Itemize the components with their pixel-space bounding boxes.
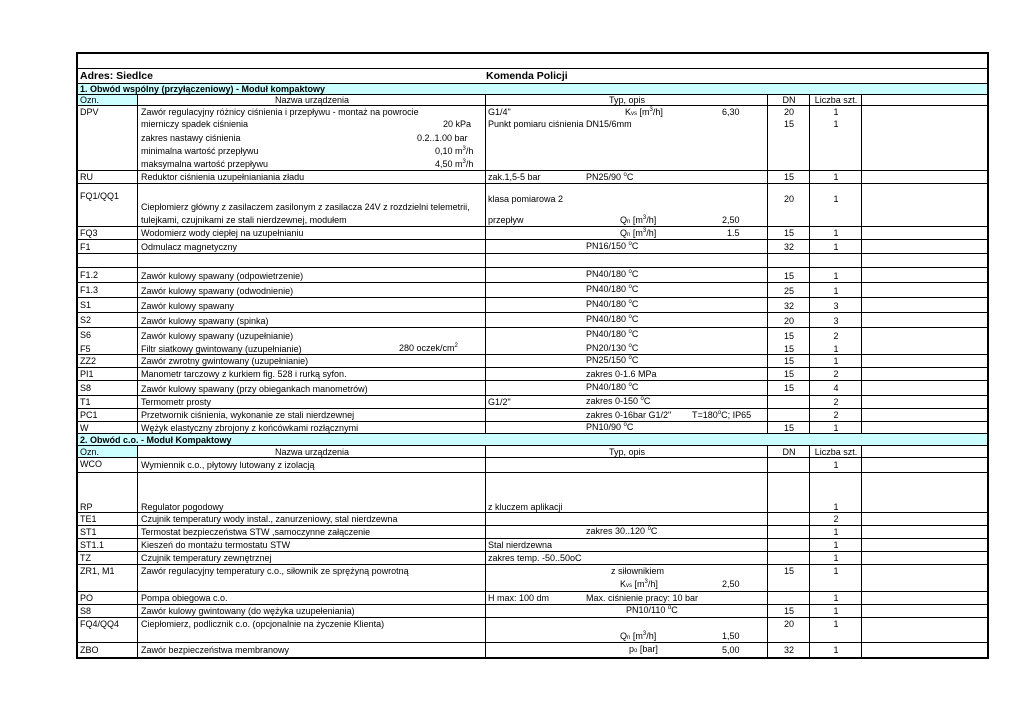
dpv-type-2: Punkt pomiaru ciśnienia DN15/6mm <box>488 119 632 129</box>
table-row <box>78 283 987 298</box>
w-type: PN10/90 $^o$C <box>586 422 634 432</box>
row-ozn: S2 <box>80 315 92 325</box>
zz2-dn: 15 <box>783 356 794 366</box>
po-type-b: Max. ciśnienie pracy: 10 bar <box>586 593 699 603</box>
row-name: Zawór kulowy spawany (spinka) <box>141 316 269 326</box>
fq1-qn: $Q_n$ $[m^3/h]$ <box>620 215 657 225</box>
zr1-dn: 15 <box>783 566 794 576</box>
row-ozn: S6 <box>80 330 92 340</box>
row-wco <box>78 458 987 473</box>
ru-ozn: RU <box>80 172 93 182</box>
zz2-type: PN25/150 $^o$C <box>586 355 639 365</box>
f5-dn: 15 <box>783 344 794 354</box>
row-t1 <box>78 396 987 409</box>
fq4-ozn: FQ4/QQ4 <box>80 619 120 629</box>
row-fq4 <box>78 618 987 643</box>
f5-name: Filtr siatkowy gwintowany (uzupełnianie) <box>141 344 302 354</box>
fq3-name: Wodomierz wody ciepłej na uzupełnianiu <box>141 228 304 238</box>
ru-name: Reduktor ciśnienia uzupełnianiania zładu <box>141 172 305 182</box>
row-ozn: F1.3 <box>80 285 99 295</box>
f5-ozn: F5 <box>80 344 91 354</box>
header-qty: Liczba szt. <box>814 95 858 105</box>
fq1-type-2: przepływ <box>488 215 524 225</box>
rp-name: Regulator pogodowy <box>141 502 224 512</box>
header2-qty: Liczba szt. <box>814 447 858 457</box>
zz2-ozn: ZZ2 <box>80 356 97 366</box>
zr1-ozn: ZR1, M1 <box>80 566 115 576</box>
row-fq1 <box>78 184 987 227</box>
row-ozn: F1.2 <box>80 270 99 280</box>
row-w <box>78 422 987 434</box>
row-f5 <box>78 343 987 355</box>
row-blank-1 <box>78 254 987 268</box>
row-qty: 1 <box>833 271 839 281</box>
pi1-name: Manometr tarczowy z kurkiem fig. 528 i rurką syfon. <box>141 369 347 379</box>
ru-dn: 15 <box>783 172 794 182</box>
header-ozn: Ozn. <box>80 95 100 105</box>
st1-type: zakres 30..120 $^o$C <box>586 526 658 536</box>
header-row-1 <box>78 95 987 106</box>
row-dn: 15 <box>783 331 794 341</box>
dpv-ozn: DPV <box>80 107 99 117</box>
st1-name: Termostat bezpieczeństwa STW ,samoczynne załączenie <box>141 527 371 537</box>
fq1-name-1: Ciepłomierz główny z zasilaczem zasilonym z zasilacza 24V z rozdzielni telemetrii, <box>141 202 470 212</box>
t1-type-a: G1/2" <box>488 397 511 407</box>
f5-qty: 1 <box>833 344 839 354</box>
dpv-line-2: mierniczy spadek ciśnienia <box>141 119 249 129</box>
dpv-val-2: 0.2..1.00 bar <box>417 133 468 143</box>
ru-type-a: zak.1,5-5 bar <box>488 172 541 182</box>
po-qty: 1 <box>833 593 839 603</box>
fq1-type-1: klasa pomiarowa 2 <box>488 194 564 204</box>
pc1-type-b: $T=180^oC$; IP65 <box>692 410 752 420</box>
st1-qty: 1 <box>833 527 839 537</box>
row-type: PN40/180 $^o$C <box>586 329 639 339</box>
row-zr1 <box>78 565 987 592</box>
pc1-ozn: PC1 <box>80 410 98 420</box>
row-type: PN40/180 $^o$C <box>586 269 639 279</box>
s8b-name: Zawór kulowy gwintowany (do wężyka uzupełeniania) <box>141 606 355 616</box>
fq3-qty: 1 <box>833 228 839 238</box>
row-pc1 <box>78 409 987 422</box>
header-type: Typ, opis <box>608 95 646 105</box>
rp-qty: 1 <box>833 502 839 512</box>
row-dn: 25 <box>783 286 794 296</box>
row-te1 <box>78 513 987 526</box>
s8a-ozn: S8 <box>80 383 92 393</box>
s8b-ozn: S8 <box>80 606 92 616</box>
tz-qty: 1 <box>833 553 839 563</box>
row-st11 <box>78 539 987 552</box>
s8b-dn: 15 <box>783 606 794 616</box>
pc1-name: Przetwornik ciśnienia, wykonanie ze stali nierdzewnej <box>141 410 355 420</box>
pi1-type: zakres 0-1.6 MPa <box>586 369 657 379</box>
header-dn: DN <box>782 95 796 105</box>
pc1-qty: 2 <box>833 410 839 420</box>
t1-name: Termometr prosty <box>141 397 212 407</box>
row-dpv <box>78 106 987 171</box>
address-row <box>78 69 987 84</box>
row-dn: 15 <box>783 271 794 281</box>
f5-mesh: 280 oczek/$cm^2$ <box>399 343 458 353</box>
f1-ozn: F1 <box>80 242 91 252</box>
wco-name: Wymiennik c.o., płytowy lutowany z izolacją <box>141 460 315 470</box>
s8a-qty: 4 <box>833 383 839 393</box>
row-dn: 20 <box>783 316 794 326</box>
row-fq3 <box>78 227 987 240</box>
row-pi1 <box>78 368 987 381</box>
ru-qty: 1 <box>833 172 839 182</box>
row-name: Zawór kulowy spawany (odwodnienie) <box>141 286 294 296</box>
st1-ozn: ST1 <box>80 527 97 537</box>
dpv-val-3: 0,10 $m^3/h$ <box>435 146 474 156</box>
pi1-ozn: PI1 <box>80 369 94 379</box>
dpv-line-5: maksymalna wartość przepływu <box>141 159 269 169</box>
header2-ozn: Ozn. <box>80 447 100 457</box>
w-ozn: W <box>80 423 89 433</box>
pi1-qty: 2 <box>833 369 839 379</box>
pc1-type-a: zakres 0-16bar G1/2" <box>586 410 672 420</box>
w-name: Wężyk elastyczny zbrojony z końcówkami rozłącznymi <box>141 423 359 433</box>
po-type-a: H max: 100 dm <box>488 593 550 603</box>
t1-type-b: zakres 0-150 $^o$C <box>586 396 651 406</box>
row-type: PN40/180 $^o$C <box>586 299 639 309</box>
st11-ozn: ST1.1 <box>80 540 105 550</box>
st11-type: Stal nierdzewna <box>488 540 553 550</box>
row-f1 <box>78 240 987 254</box>
row-type: PN40/180 $^o$C <box>586 314 639 324</box>
row-s8-a <box>78 381 987 396</box>
dpv-line-4: minimalna wartość przepływu <box>141 146 259 156</box>
te1-ozn: TE1 <box>80 514 97 524</box>
f1-type: PN16/150 $^o$C <box>586 241 639 251</box>
section2-title-row <box>78 434 987 446</box>
zr1-name: Zawór regulacyjny temperatury c.o., siłownik ze sprężyną powrotną <box>141 566 409 576</box>
st11-qty: 1 <box>833 540 839 550</box>
f1-name: Odmulacz magnetyczny <box>141 242 238 252</box>
fq1-qn-value: 2,50 <box>722 215 740 225</box>
te1-name: Czujnik temperatury wody instal., zanurzeniowy, stal nierdzewna <box>141 514 398 524</box>
w-dn: 15 <box>783 423 794 433</box>
zr1-type-1: z siłownikiem <box>611 566 665 576</box>
st11-name: Kieszeń do montażu termostatu STW <box>141 540 291 550</box>
address-left: Adres: Siedlce <box>80 70 153 82</box>
tz-type: zakres temp. -50..50oC <box>488 553 582 563</box>
zr1-qty: 1 <box>833 566 839 576</box>
dpv-dn-1: 20 <box>783 107 794 117</box>
equipment-sheet <box>76 52 989 659</box>
header-name: Nazwa urządzenia <box>274 95 350 105</box>
header-row-2 <box>78 446 987 458</box>
row-ru <box>78 171 987 184</box>
fq3-ozn: FQ3 <box>80 228 98 238</box>
address-right: Komenda Policji <box>486 70 568 82</box>
fq1-qty: 1 <box>833 194 839 204</box>
ru-type-b: PN25/90 $^o$C <box>586 172 634 182</box>
zbo-p-value: 5,00 <box>722 645 740 655</box>
f1-dn: 32 <box>783 242 794 252</box>
fq3-qn: $Q_n$ $[m^3/h]$ <box>620 228 657 238</box>
tz-name: Czujnik temperatury zewnętrznej <box>141 553 272 563</box>
wco-qty: 1 <box>833 460 839 470</box>
valve-rows <box>78 268 987 343</box>
dpv-val-1: 20 kPa <box>443 119 472 129</box>
zr1-kvs-value: 2,50 <box>722 579 740 589</box>
pi1-dn: 15 <box>783 369 794 379</box>
f1-qty: 1 <box>833 242 839 252</box>
row-qty: 3 <box>833 316 839 326</box>
t1-ozn: T1 <box>80 397 91 407</box>
row-name: Zawór kulowy spawany (odpowietrzenie) <box>141 271 304 281</box>
fq4-qty: 1 <box>833 619 839 629</box>
w-qty: 1 <box>833 423 839 433</box>
fq1-name-2: tulejkami, czujnikami ze stali nierdzewnej, modułem <box>141 215 347 225</box>
s8a-name: Zawór kulowy spawany (przy obiegankach manometrów) <box>141 384 368 394</box>
section2-title: 2. Obwód c.o. - Moduł Kompaktowy <box>80 435 232 445</box>
row-name: Zawór kulowy spawany (uzupełnianie) <box>141 331 294 341</box>
s8a-dn: 15 <box>783 383 794 393</box>
dpv-val-4: 4,50 $m^3/h$ <box>435 159 474 169</box>
row-name: Zawór kulowy spawany <box>141 301 235 311</box>
table-row <box>78 298 987 313</box>
row-ozn: S1 <box>80 300 92 310</box>
zr1-kvs: $K_{vs}$ $[m^3/h]$ <box>620 579 658 589</box>
fq4-name: Ciepłomierz, podlicznik c.o. (opcjonalnie na życzenie Klienta) <box>141 619 385 629</box>
header2-type: Typ, opis <box>608 447 646 457</box>
rp-type: z kluczem aplikacji <box>488 502 563 512</box>
zbo-name: Zawór bezpieczeństwa membranowy <box>141 645 290 655</box>
f5-type: PN20/130 $^o$C <box>586 343 639 353</box>
zz2-name: Zawór zwrotny gwintowany (uzupełnianie) <box>141 356 309 366</box>
fq1-ozn: FQ1/QQ1 <box>80 191 120 201</box>
fq4-qn: $Q_n$ $[m^3/h]$ <box>620 631 657 641</box>
tz-ozn: TZ <box>80 553 91 563</box>
row-qty: 2 <box>833 331 839 341</box>
sheet-top-border <box>78 54 987 69</box>
fq4-dn: 20 <box>783 619 794 629</box>
s8b-type: PN10/110 $^o$C <box>626 605 678 615</box>
fq1-dn: 20 <box>783 194 794 204</box>
table-row <box>78 313 987 328</box>
po-name: Pompa obiegowa c.o. <box>141 593 228 603</box>
dpv-type-1: G1/4" <box>488 107 511 117</box>
dpv-qty-2: 1 <box>833 119 839 129</box>
dpv-dn-2: 15 <box>783 119 794 129</box>
s8b-qty: 1 <box>833 606 839 616</box>
fq3-dn: 15 <box>783 228 794 238</box>
dpv-kvs-value: 6,30 <box>722 107 740 117</box>
table-row <box>78 328 987 343</box>
zbo-ozn: ZBO <box>80 645 99 655</box>
fq4-qn-value: 1,50 <box>722 631 740 641</box>
row-tz <box>78 552 987 565</box>
header2-dn: DN <box>782 447 796 457</box>
row-zz2 <box>78 355 987 368</box>
po-ozn: PO <box>80 593 94 603</box>
table-row <box>78 268 987 283</box>
dpv-kvs: $K_{vs}$ $[m^3/h]$ <box>625 107 663 117</box>
row-st1 <box>78 526 987 539</box>
zbo-dn: 32 <box>783 645 794 655</box>
s8a-type: PN40/180 $^o$C <box>586 382 639 392</box>
t1-qty: 2 <box>833 397 839 407</box>
dpv-line-1: Zawór regulacyjny różnicy ciśnienia i przepływu - montaż na powrocie <box>141 107 419 117</box>
zbo-qty: 1 <box>833 645 839 655</box>
header2-name: Nazwa urządzenia <box>274 447 350 457</box>
section1-title: 1. Obwód wspólny (przyłączeniowy) - Moduł kompaktowy <box>80 84 326 94</box>
dpv-line-3: zakres nastawy ciśnienia <box>141 133 241 143</box>
section1-title-row <box>78 84 987 95</box>
zbo-p: $p_o$ [bar] <box>629 644 658 654</box>
wco-ozn: WCO <box>80 459 102 469</box>
row-qty: 3 <box>833 301 839 311</box>
row-rp <box>78 473 987 513</box>
row-s8-b <box>78 605 987 618</box>
row-po <box>78 592 987 605</box>
te1-qty: 2 <box>833 514 839 524</box>
rp-ozn: RP <box>80 502 93 512</box>
zz2-qty: 1 <box>833 356 839 366</box>
row-zbo <box>78 643 987 657</box>
row-type: PN40/180 $^o$C <box>586 284 639 294</box>
dpv-qty-1: 1 <box>833 107 839 117</box>
row-qty: 1 <box>833 286 839 296</box>
row-dn: 32 <box>783 301 794 311</box>
fq3-qn-value: 1.5 <box>727 228 740 238</box>
